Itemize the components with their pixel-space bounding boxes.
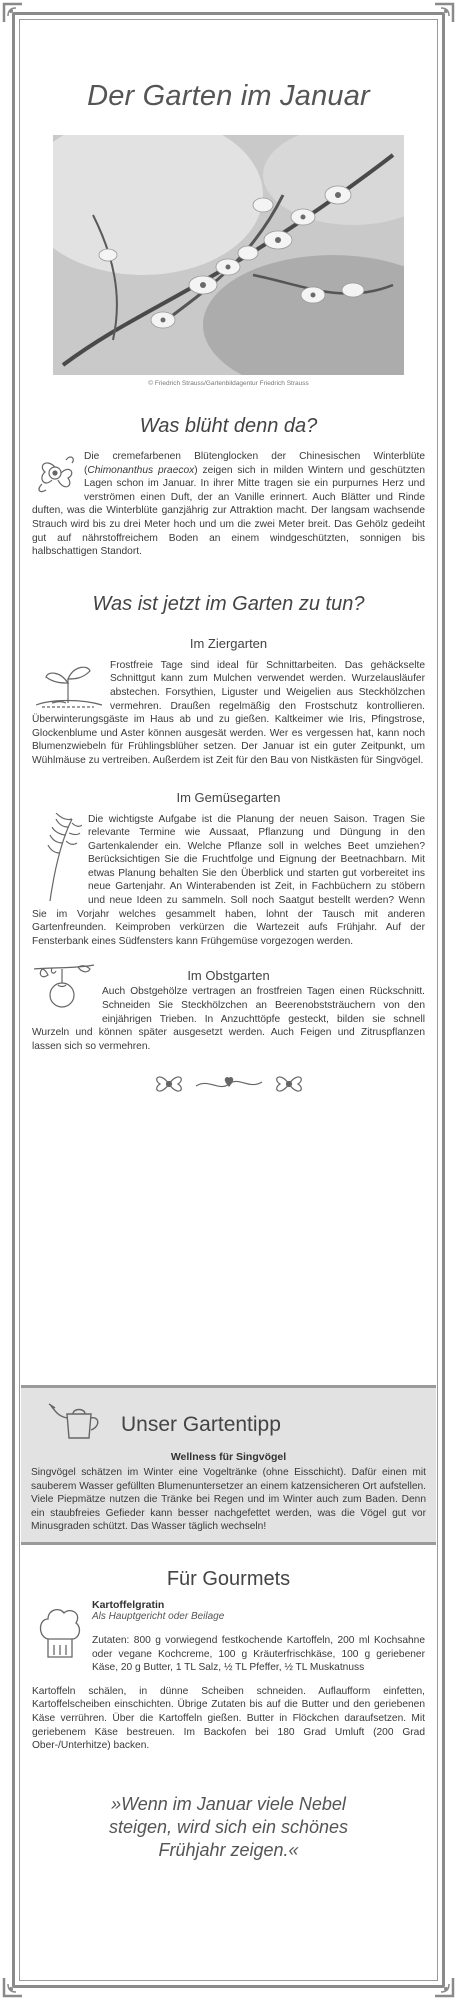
garden-tip-box <box>21 1385 436 1545</box>
page-title: Der Garten im Januar <box>87 80 370 112</box>
bloom-text-b: ) zeigen sich in milden Wintern und geschützten Lagen schon im Januar. In ihrer Mitte tragen sie ein purpurnes Herz und verströmen einen Duft, der an Vanille erinnert. Auch Blätter und Rinde duften, was die Winterblüte ganzjährig zur Attraktion macht. Der langsam wachsende Strauch wird bis zu drei Meter hoch und um die zwei Meter breit. Das Gehölz gedeiht gut auf nährstoffreichem Boden an einem windgeschützten, sonnigen bis halbschattigen Standort. <box>32 464 425 558</box>
tip-heading: Unser Gartentipp <box>121 1412 281 1436</box>
ornamental-heading: Im Ziergarten <box>189 635 268 651</box>
vegetable-section <box>32 813 425 949</box>
corner-ornament-icon <box>2 1976 24 1998</box>
tip-subheading: Wellness für Singvögel <box>170 1451 287 1463</box>
corner-ornament-icon <box>433 2 455 24</box>
quote-line: steigen, wird sich ein schönes <box>108 1816 349 1837</box>
ornamental-text: Frostfreie Tage sind ideal für Schnittarbeiten. Das gehäckselte Schnittgut kann zum Mulchen verwendet werden. Wurzelausläufer abstechen. Forsythien, Liguster und Weigelien aus Steckhölzchen vermehren. Draußen regelmäßig den Frostschutz kontrollieren. Überwinterungsgäste im Haus ab und zu gießen. Kaltkeimer wie Iris, Pfingstrose, Glockenblume und Aster können ausgesät werden. Wer es vergessen hat, kann noch Blumenzwiebeln für Frühlingsblüher setzen. Der Januar ist ein guter Zeitpunkt, um Wühlmäuse zu vertreiben. Außerdem ist Zeit für den Bau von Nistkästen für Singvögel. <box>32 659 425 766</box>
vine-ornament-icon <box>194 1074 264 1094</box>
seedling-icon <box>32 659 104 709</box>
flower-ornament-icon <box>270 1069 308 1099</box>
quote-line: »Wenn im Januar viele Nebel <box>111 1793 346 1814</box>
flower-icon <box>32 450 78 496</box>
orchard-section <box>32 985 425 1053</box>
bloom-section <box>32 450 425 559</box>
corner-ornament-icon <box>2 2 24 24</box>
hero-photo <box>53 135 404 375</box>
vegetable-heading: Im Gemüsegarten <box>176 789 281 805</box>
orchard-text: Auch Obstgehölze vertragen an frostfreien Tagen einen Rückschnitt. Schneiden Sie Steckhölzchen an Beerenobststräuchern von den einjährigen Trieben. In Anzuchttöpfe gesteckt, bilden sie schnell Wurzeln und können später ausgesetzt werden. Auch Feigen und Zitruspflanzen lassen sich so vermehren. <box>32 986 425 1052</box>
tip-text: Singvögel schätzen im Winter eine Vogeltränke (ohne Eisschicht). Dafür einen mit sauberem Wasser gefüllten Blumenuntersetzer an einem katzensicheren Ort aufstellen. Viele Piepmätze nutzen die Tränke bei Regen und im Winter auch zum Baden. Denn ein staubfreies Gefieder kann besser nachgefettet werden, was die Vögel gut vor Minusgraden schützt. Das Wasser täglich wechseln! <box>31 1467 426 1533</box>
chef-hat-icon <box>38 1605 82 1666</box>
flower-ornament-icon <box>150 1069 188 1099</box>
corner-ornament-icon <box>433 1976 455 1998</box>
bloom-text <box>32 450 425 559</box>
photo-credit: © Friedrich Strauss/Gartenbildagentur Friedrich Strauss <box>148 380 309 387</box>
wheat-icon <box>32 813 82 903</box>
ornamental-section <box>32 659 425 768</box>
recipe-ingredients: Zutaten: 800 g vorwiegend festkochende Kartoffeln, 200 ml Kochsahne oder vegane Kochcreme, 100 g Kräuterfrischkäse, 100 g geriebener Käse, 20 g Butter, 1 TL Salz, ½ TL Pfeffer, ½ TL Muskatnuss <box>92 1635 425 1674</box>
gourmet-section <box>32 1568 425 1862</box>
recipe-method: Kartoffeln schälen, in dünne Scheiben schneiden. Auflaufform einfetten, Kartoffelscheiben einschichten. Übrige Zutaten bis auf die Butter und den geriebenen Käse verrühren. Über die Kartoffeln gießen. Butter in Flöckchen daraufsetzen. Mit geriebenem Käse bestreuen. Im Backofen bei 180 Grad Umluft (200 Grad Ober-/Unterhitze) backen. <box>32 1685 425 1752</box>
recipe-name: Kartoffelgratin <box>92 1599 165 1611</box>
closing-quote <box>32 1793 425 1862</box>
todo-heading: Was ist jetzt im Garten zu tun? <box>92 592 365 615</box>
watering-can-icon <box>47 1402 107 1447</box>
orchard-heading: Im Obstgarten <box>187 968 270 984</box>
quote-line: Frühjahr zeigen.« <box>158 1839 299 1860</box>
bloom-latin-name: Chimonanthus praecox <box>87 464 195 476</box>
gourmet-heading: Für Gourmets <box>166 1568 291 1590</box>
bloom-text-a: Die cremefarbenen Blütenglocken der Chinesischen Winterblüte ( <box>84 451 425 476</box>
page-content <box>32 30 425 1099</box>
recipe-header <box>32 1599 425 1675</box>
recipe-note: Als Hauptgericht oder Beilage <box>92 1611 225 1622</box>
bloom-heading: Was blüht denn da? <box>139 415 318 437</box>
divider-ornament <box>32 1069 425 1099</box>
apple-branch-icon <box>32 963 96 1013</box>
vegetable-text: Die wichtigste Aufgabe ist die Planung der neuen Saison. Tragen Sie relevante Termine wie Aussaat, Pflanzung und Düngung in den Gartenkalender ein. Welche Pflanze soll in welches Beet umziehen? Berücksichtigen Sie die Fruchtfolge und Eignung der Beetnachbarn. Mit etwas Planung behalten Sie den Überblick und starten gut vorbereitet ins neue Gartenjahr. An Winterabenden ist Zeit, in Fachbüchern zu stöbern und neue Ideen zu sammeln. Soll noch Saatgut bestellt werden? Wenn Sie im Vorjahr welches gesammelt haben, lohnt der Tausch mit anderen Gartenfreunden. Keimproben verkürzen die Wartezeit aufs Frühjahr. Auf der Fensterbank eines Südfensters kann Frühgemüse vorgezogen werden. <box>32 813 425 947</box>
